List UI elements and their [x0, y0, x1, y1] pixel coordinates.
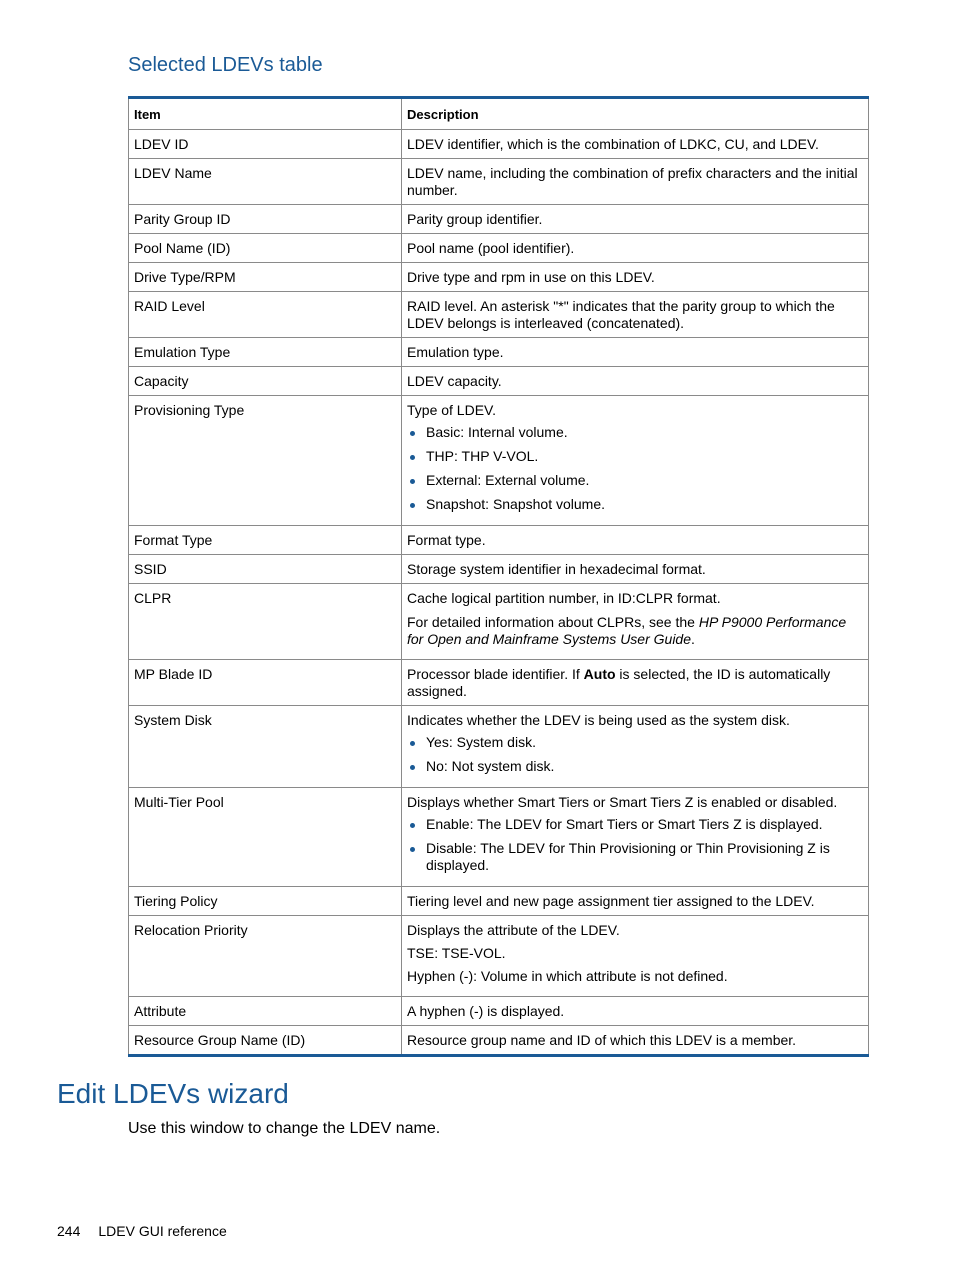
table-row: [129, 234, 869, 263]
table-row: [129, 159, 869, 205]
table-row: [129, 706, 869, 788]
row-description: Format type.: [402, 526, 869, 555]
desc-text: Processor blade identifier. If: [407, 666, 584, 682]
row-description: LDEV capacity.: [402, 367, 869, 396]
list-item: Yes: System disk.: [407, 734, 862, 751]
row-item: Attribute: [129, 997, 402, 1026]
row-item: SSID: [129, 555, 402, 584]
row-description-cell: [402, 706, 869, 788]
row-item: Format Type: [129, 526, 402, 555]
row-description: RAID level. An asterisk "*" indicates that the parity group to which the LDEV belongs is interleaved (concatenated).: [402, 292, 869, 338]
row-description: Drive type and rpm in use on this LDEV.: [402, 263, 869, 292]
row-item: System Disk: [129, 706, 402, 788]
guide-title: HP P9000 Performance for Open and Mainframe Systems User Guide: [407, 614, 847, 647]
table-row: [129, 788, 869, 887]
row-description: Cache logical partition number, in ID:CLPR format.: [407, 590, 721, 606]
table-row: [129, 660, 869, 706]
intro-text: Use this window to change the LDEV name.: [128, 1120, 441, 1137]
para-text: For detailed information about CLPRs, see the: [407, 614, 699, 630]
list-item: Snapshot: Snapshot volume.: [407, 496, 862, 513]
row-description: Tiering level and new page assignment tier assigned to the LDEV.: [402, 887, 869, 916]
list-item: No: Not system disk.: [407, 758, 862, 775]
section-heading: Edit LDEVs wizard: [57, 1078, 289, 1109]
header-item: Item: [129, 98, 402, 130]
page-number: 244: [57, 1223, 81, 1239]
row-item: LDEV ID: [129, 130, 402, 159]
row-description: A hyphen (-) is displayed.: [402, 997, 869, 1026]
row-description: Parity group identifier.: [402, 205, 869, 234]
row-item: Multi-Tier Pool: [129, 788, 402, 887]
table-row: [129, 396, 869, 526]
row-item: Capacity: [129, 367, 402, 396]
row-description: Displays the attribute of the LDEV.: [407, 922, 620, 938]
row-description: LDEV identifier, which is the combination of LDKC, CU, and LDEV.: [402, 130, 869, 159]
row-description: Indicates whether the LDEV is being used as the system disk.: [407, 712, 790, 728]
list-item: Basic: Internal volume.: [407, 424, 862, 441]
row-item: Provisioning Type: [129, 396, 402, 526]
header-description: Description: [402, 98, 869, 130]
row-paragraph: Hyphen (-): Volume in which attribute is not defined.: [407, 968, 728, 984]
bullet-list: [407, 734, 862, 775]
table-row: [129, 916, 869, 997]
bullet-list: [407, 816, 862, 874]
row-description: Type of LDEV.: [407, 402, 496, 418]
row-description: Storage system identifier in hexadecimal format.: [402, 555, 869, 584]
row-item: Tiering Policy: [129, 887, 402, 916]
row-item: LDEV Name: [129, 159, 402, 205]
row-item: Relocation Priority: [129, 916, 402, 997]
list-item: THP: THP V-VOL.: [407, 448, 862, 465]
table-row: [129, 997, 869, 1026]
table-row: [129, 263, 869, 292]
table-row: [129, 1026, 869, 1056]
table-row: [129, 292, 869, 338]
row-description: Resource group name and ID of which this LDEV is a member.: [402, 1026, 869, 1056]
table-row: [129, 130, 869, 159]
table-row: [129, 205, 869, 234]
row-item: RAID Level: [129, 292, 402, 338]
row-item: Parity Group ID: [129, 205, 402, 234]
row-description-cell: [402, 916, 869, 997]
row-description: Pool name (pool identifier).: [402, 234, 869, 263]
table-row: [129, 367, 869, 396]
list-item: External: External volume.: [407, 472, 862, 489]
list-item: Disable: The LDEV for Thin Provisioning or Thin Provisioning Z is displayed.: [407, 840, 862, 874]
desc-bold: Auto: [583, 666, 616, 682]
row-item: Pool Name (ID): [129, 234, 402, 263]
row-item: Resource Group Name (ID): [129, 1026, 402, 1056]
row-item: MP Blade ID: [129, 660, 402, 706]
row-item: CLPR: [129, 584, 402, 660]
table-header-row: [129, 98, 869, 130]
row-item: Emulation Type: [129, 338, 402, 367]
row-item: Drive Type/RPM: [129, 263, 402, 292]
row-description: LDEV name, including the combination of prefix characters and the initial number.: [402, 159, 869, 205]
table-row: [129, 584, 869, 660]
table-row: [129, 555, 869, 584]
table-row: [129, 887, 869, 916]
selected-ldevs-table-wrapper: [128, 96, 868, 1057]
list-item: Enable: The LDEV for Smart Tiers or Smart Tiers Z is displayed.: [407, 816, 862, 833]
row-paragraph: [407, 614, 862, 648]
row-description-cell: [402, 660, 869, 706]
row-description: Emulation type.: [402, 338, 869, 367]
row-description-cell: [402, 788, 869, 887]
table-row: [129, 338, 869, 367]
row-description-cell: [402, 396, 869, 526]
row-paragraph: TSE: TSE-VOL.: [407, 945, 506, 961]
selected-ldevs-table: [128, 96, 869, 1057]
row-description: Displays whether Smart Tiers or Smart Tiers Z is enabled or disabled.: [407, 794, 838, 810]
table-row: [129, 526, 869, 555]
bullet-list: [407, 424, 862, 513]
desc-text: is selected, the ID is automatically assigned.: [407, 666, 831, 699]
para-text: .: [691, 631, 695, 647]
section-title: Selected LDEVs table: [128, 54, 323, 76]
page-footer: [57, 1223, 227, 1239]
footer-section: LDEV GUI reference: [98, 1223, 227, 1239]
row-description-cell: [402, 584, 869, 660]
